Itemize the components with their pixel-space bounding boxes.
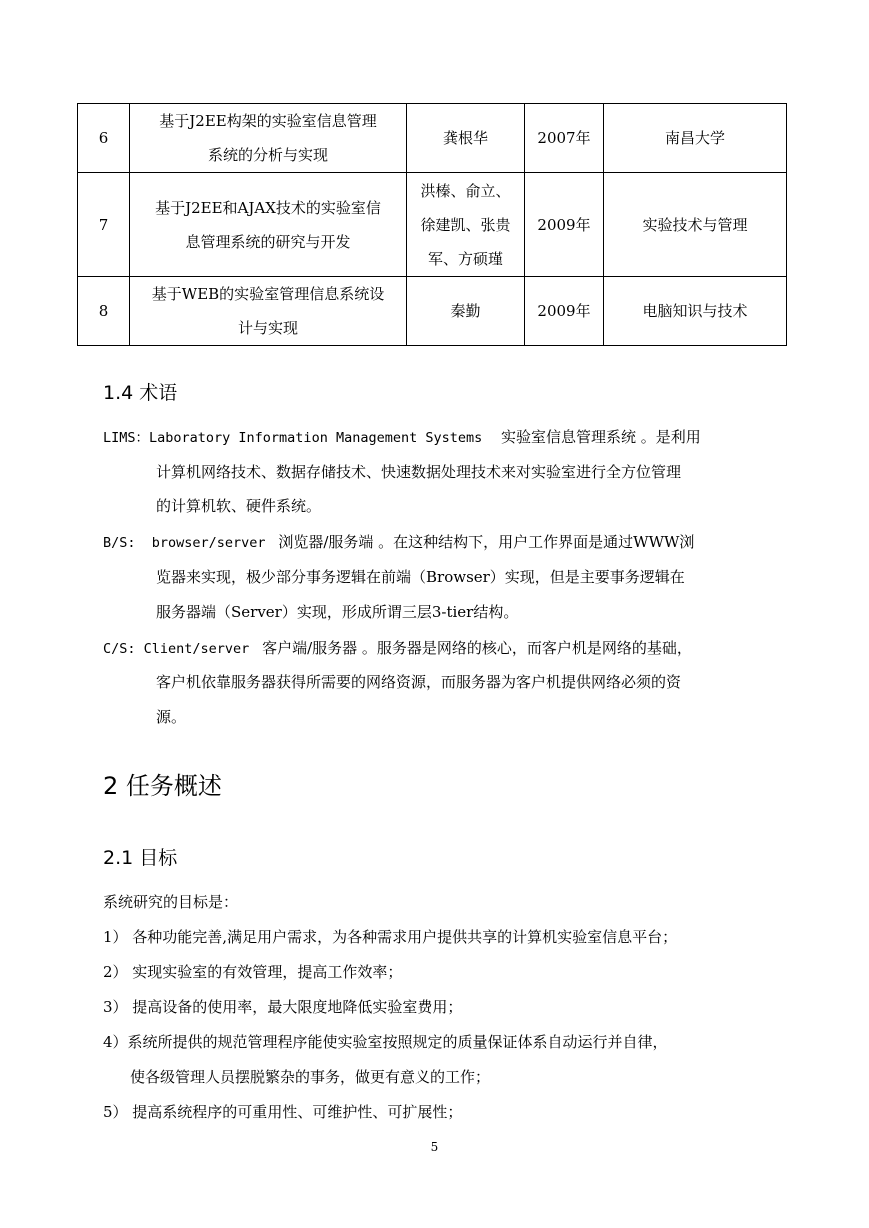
table-row <box>78 104 787 173</box>
goal-item-2: 2） 实现实验室的有效管理，提高工作效率； <box>103 963 403 981</box>
term-cs-definition: 客户端/服务器 。服务器是网络的核心，而客户机是网络的基础， <box>262 639 692 657</box>
section-heading-goals: 2.1 目标 <box>103 847 178 869</box>
term-cs-line-3: 源。 <box>156 708 187 726</box>
term-cs-line-2: 客户机依靠服务器获得所需要的网络资源，而服务器为客户机提供网络必须的资 <box>156 673 682 691</box>
reference-table <box>77 103 787 346</box>
goal-item-1: 1） 各种功能完善,满足用户需求，为各种需求用户提供共享的计算机实验室信息平台； <box>103 928 678 946</box>
table-row <box>78 277 787 346</box>
page-number: 5 <box>430 1140 439 1154</box>
term-lims-line-2: 计算机网络技术、数据存储技术、快速数据处理技术来对实验室进行全方位管理 <box>156 463 682 481</box>
row-number: 8 <box>78 277 130 346</box>
row-number: 6 <box>78 104 130 173</box>
chapter-heading-task-overview: 2 任务概述 <box>103 772 222 800</box>
paper-title: 基于J2EE和AJAX技术的实验室信 息管理系统的研究与开发 <box>130 173 407 277</box>
term-lims-definition: 实验室信息管理系统 。是利用 <box>501 428 701 446</box>
term-bs-name: B/S: browser/server <box>103 535 266 551</box>
paper-source: 电脑知识与技术 <box>604 277 787 346</box>
paper-source: 实验技术与管理 <box>604 173 787 277</box>
paper-author: 龚根华 <box>407 104 525 173</box>
goal-item-4-continuation: 使各级管理人员摆脱繁杂的事务，做更有意义的工作； <box>130 1068 491 1086</box>
row-number: 7 <box>78 173 130 277</box>
term-bs-definition: 浏览器/服务端 。在这种结构下，用户工作界面是通过WWW浏 <box>278 533 695 551</box>
paper-title: 基于J2EE构架的实验室信息管理 系统的分析与实现 <box>130 104 407 173</box>
term-cs-name: C/S: Client/server <box>103 641 250 657</box>
goals-intro: 系统研究的目标是： <box>103 893 239 911</box>
term-cs-line-1 <box>103 637 692 658</box>
paper-year: 2007年 <box>525 104 604 173</box>
paper-author: 秦勤 <box>407 277 525 346</box>
paper-author: 洪榛、俞立、 徐建凯、张贵 军、方硕瑾 <box>407 173 525 277</box>
term-lims-line-3: 的计算机软、硬件系统。 <box>156 497 322 515</box>
paper-title: 基于WEB的实验室管理信息系统设 计与实现 <box>130 277 407 346</box>
table-row <box>78 173 787 277</box>
term-bs-line-1 <box>103 531 694 552</box>
paper-year: 2009年 <box>525 277 604 346</box>
term-lims-line-1 <box>103 426 701 447</box>
goal-item-5: 5） 提高系统程序的可重用性、可维护性、可扩展性； <box>103 1103 463 1121</box>
term-bs-line-2: 览器来实现，极少部分事务逻辑在前端（Browser）实现，但是主要事务逻辑在 <box>156 568 685 586</box>
term-bs-line-3: 服务器端（Server）实现，形成所谓三层3-tier结构。 <box>156 603 519 621</box>
goal-item-3: 3） 提高设备的使用率，最大限度地降低实验室费用； <box>103 998 463 1016</box>
section-heading-terminology: 1.4 术语 <box>103 382 178 404</box>
paper-source: 南昌大学 <box>604 104 787 173</box>
goal-item-4: 4）系统所提供的规范管理程序能使实验室按照规定的质量保证体系自动运行并自律， <box>103 1033 668 1051</box>
paper-year: 2009年 <box>525 173 604 277</box>
term-lims-name: LIMS：Laboratory Information Management Systems <box>103 430 483 446</box>
